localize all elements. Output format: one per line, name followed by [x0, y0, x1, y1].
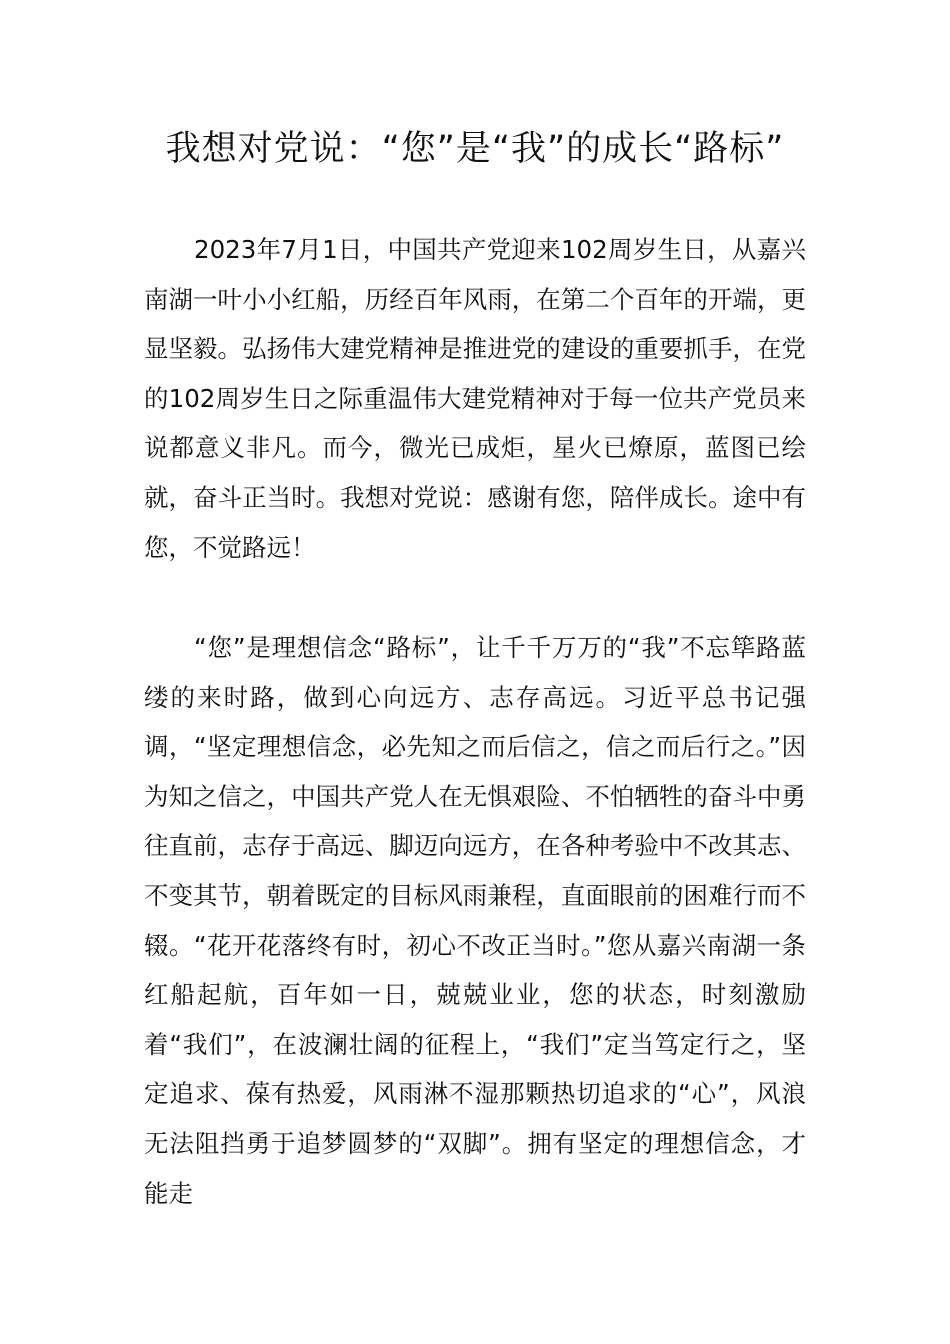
page-title: 我想对党说：“您”是“我”的成长“路标” [165, 129, 785, 169]
paragraph-2: “您”是理想信念“路标”，让千千万万的“我”不忘筚路蓝缕的来时路，做到心向远方、志存高远。习近平总书记强调，“坚定理想信念，必先知之而后信之，信之而后行之。”因为知之信之，中国共产党人在无惧艰险、不怕牺牲的奋斗中勇往直前，志存于高远、脚迈向远方，在各种考验中不改其志、不变其节，朝着既定的目标风雨兼程，直面眼前的困难行而不辍。“花开花落终有时，初心不改正当时。”您从嘉兴南湖一条红船起航，百年如一日，兢兢业业，您的状态，时刻激励着“我们”，在波澜壮阔的征程上，“我们”定当笃定行之，坚定追求、葆有热爱，风雨淋不湿那颗热切追求的“心”，风浪无法阻挡勇于追梦圆梦的“双脚”。拥有坚定的理想信念，才能走 [144, 633, 806, 1208]
paragraph-1: 2023年7月1日，中国共产党迎来102周岁生日，从嘉兴南湖一叶小小红船，历经百年风雨，在第二个百年的开端，更显坚毅。弘扬伟大建党精神是推进党的建设的重要抓手，在党的102周岁生日之际重温伟大建党精神对于每一位共产党员来说都意义非凡。而今，微光已成炬，星火已燎原，蓝图已绘就，奋斗正当时。我想对党说：感谢有您，陪伴成长。途中有您，不觉路远！ [144, 235, 806, 562]
